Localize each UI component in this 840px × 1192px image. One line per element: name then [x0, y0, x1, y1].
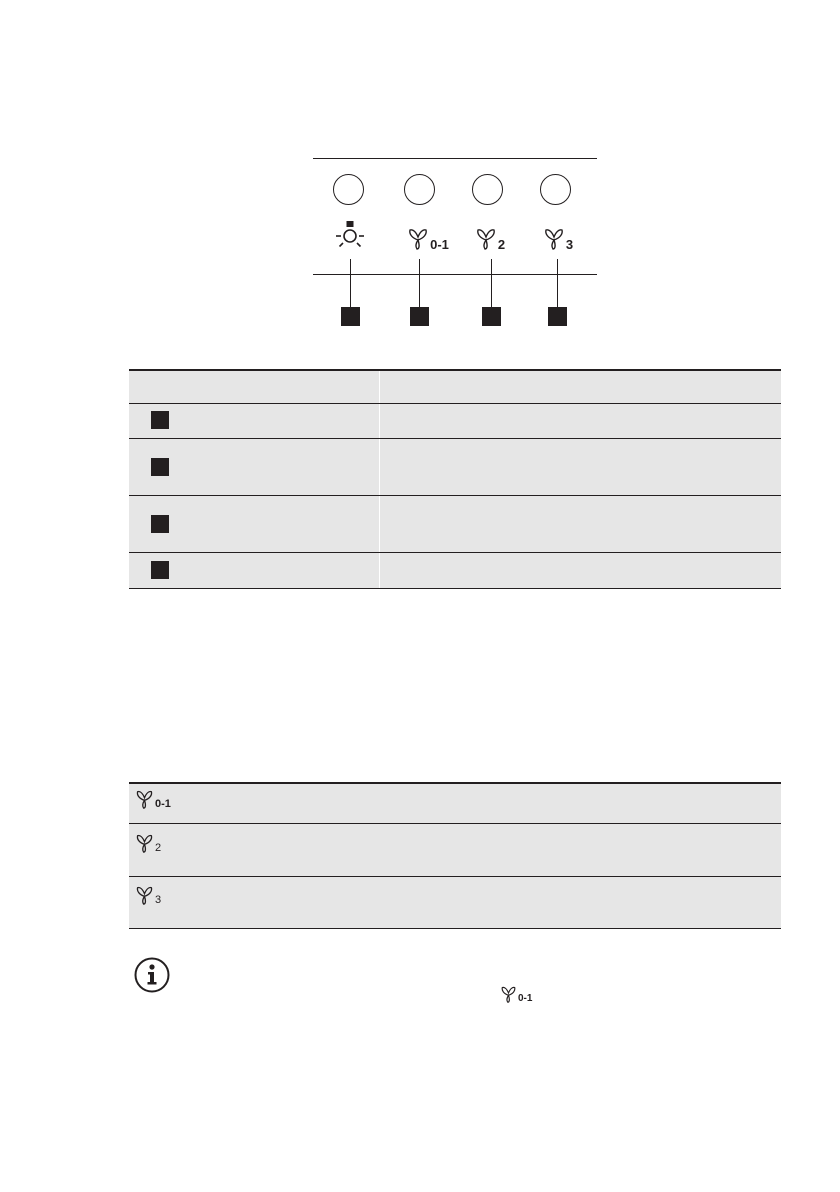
fan-icon	[500, 986, 517, 1003]
callout-marker	[410, 307, 429, 326]
fan-speed-row-0-1	[135, 790, 171, 809]
table-row-rule	[129, 876, 781, 877]
fan-speed-0-1-symbol	[398, 218, 458, 250]
table-background	[129, 369, 781, 589]
leader-line	[557, 259, 558, 307]
table-row-marker	[151, 411, 169, 429]
fan-speed-0-1-button[interactable]	[404, 174, 435, 205]
info-icon	[134, 957, 170, 993]
fan-icon	[135, 790, 154, 809]
callout-marker	[482, 307, 501, 326]
callout-marker	[548, 307, 567, 326]
table-top-rule	[129, 369, 781, 371]
fan-speed-3-symbol	[538, 218, 578, 250]
fan-speed-label: 0-1	[518, 993, 533, 1004]
table-row-marker	[151, 458, 169, 476]
fan-speed-row-3	[135, 886, 161, 905]
fan-icon	[135, 886, 154, 905]
table-top-rule	[129, 782, 781, 784]
table-bottom-rule	[129, 588, 781, 589]
fan-icon	[475, 228, 497, 250]
fan-speed-label: 3	[565, 237, 574, 252]
fan-icon	[543, 228, 565, 250]
fan-speed-row-2	[135, 834, 161, 853]
callout-marker	[341, 307, 360, 326]
fan-icon	[407, 228, 429, 250]
table-row-rule	[129, 495, 781, 496]
table-row-rule	[129, 552, 781, 553]
light-icon	[334, 220, 366, 250]
fan-speed-3-button[interactable]	[540, 174, 571, 205]
table-row-marker	[151, 515, 169, 533]
leader-line	[350, 259, 351, 307]
panel-top-edge	[313, 158, 597, 159]
inline-fan-speed-symbol	[500, 986, 532, 1003]
leader-line	[491, 259, 492, 307]
table-row-rule	[129, 823, 781, 824]
leader-line	[419, 259, 420, 307]
fan-speed-label: 2	[155, 842, 162, 854]
fan-icon	[135, 834, 154, 853]
fan-speed-label: 0-1	[430, 237, 449, 252]
table-row-marker	[151, 561, 169, 579]
fan-speed-label: 2	[497, 237, 506, 252]
fan-speed-2-button[interactable]	[472, 174, 503, 205]
fan-speed-2-symbol	[470, 218, 510, 250]
panel-bottom-edge	[313, 274, 597, 275]
fan-speed-label: 0-1	[155, 798, 171, 810]
table-row-rule	[129, 403, 781, 404]
light-button[interactable]	[333, 174, 364, 205]
table-background	[129, 782, 781, 929]
table-row-rule	[129, 438, 781, 439]
fan-speed-label: 3	[155, 894, 162, 906]
light-symbol	[330, 218, 370, 250]
table-bottom-rule	[129, 928, 781, 929]
